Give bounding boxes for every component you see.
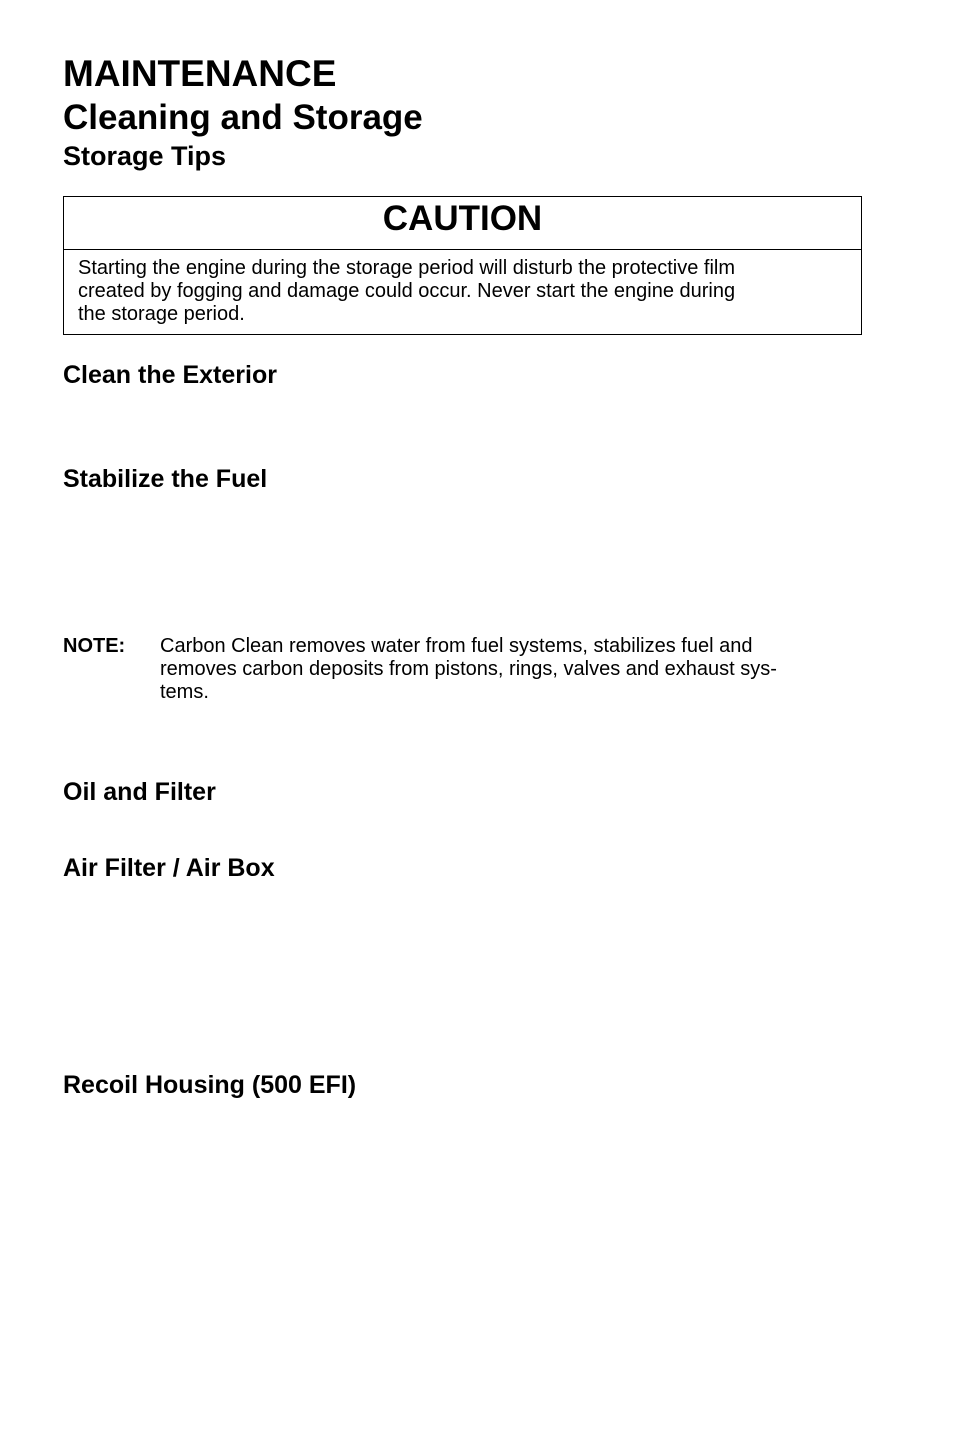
caution-line: Starting the engine during the storage period will disturb the protective film xyxy=(78,257,736,279)
topic-heading-clean-exterior: Clean the Exterior xyxy=(63,361,277,389)
topic-heading-recoil-housing: Recoil Housing (500 EFI) xyxy=(63,1071,357,1099)
caution-box xyxy=(63,196,862,335)
page-title: MAINTENANCE xyxy=(63,53,337,94)
note-label: NOTE: xyxy=(63,635,126,657)
note-line: Carbon Clean removes water from fuel systems, stabilizes fuel and xyxy=(160,635,753,657)
note-line: removes carbon deposits from pistons, rings, valves and exhaust sys- xyxy=(160,658,777,680)
caution-title: CAUTION xyxy=(64,197,861,250)
topic-heading-oil-filter: Oil and Filter xyxy=(63,778,216,806)
note-text xyxy=(160,635,777,704)
note-line: tems. xyxy=(160,681,209,703)
caution-line: the storage period. xyxy=(78,303,245,325)
caution-line: created by fogging and damage could occur. Never start the engine during xyxy=(78,280,736,302)
section-title: Cleaning and Storage xyxy=(63,98,423,137)
caution-text xyxy=(64,250,861,326)
topic-heading-air-filter: Air Filter / Air Box xyxy=(63,854,275,882)
subsection-title: Storage Tips xyxy=(63,141,227,171)
topic-heading-stabilize-fuel: Stabilize the Fuel xyxy=(63,465,268,493)
